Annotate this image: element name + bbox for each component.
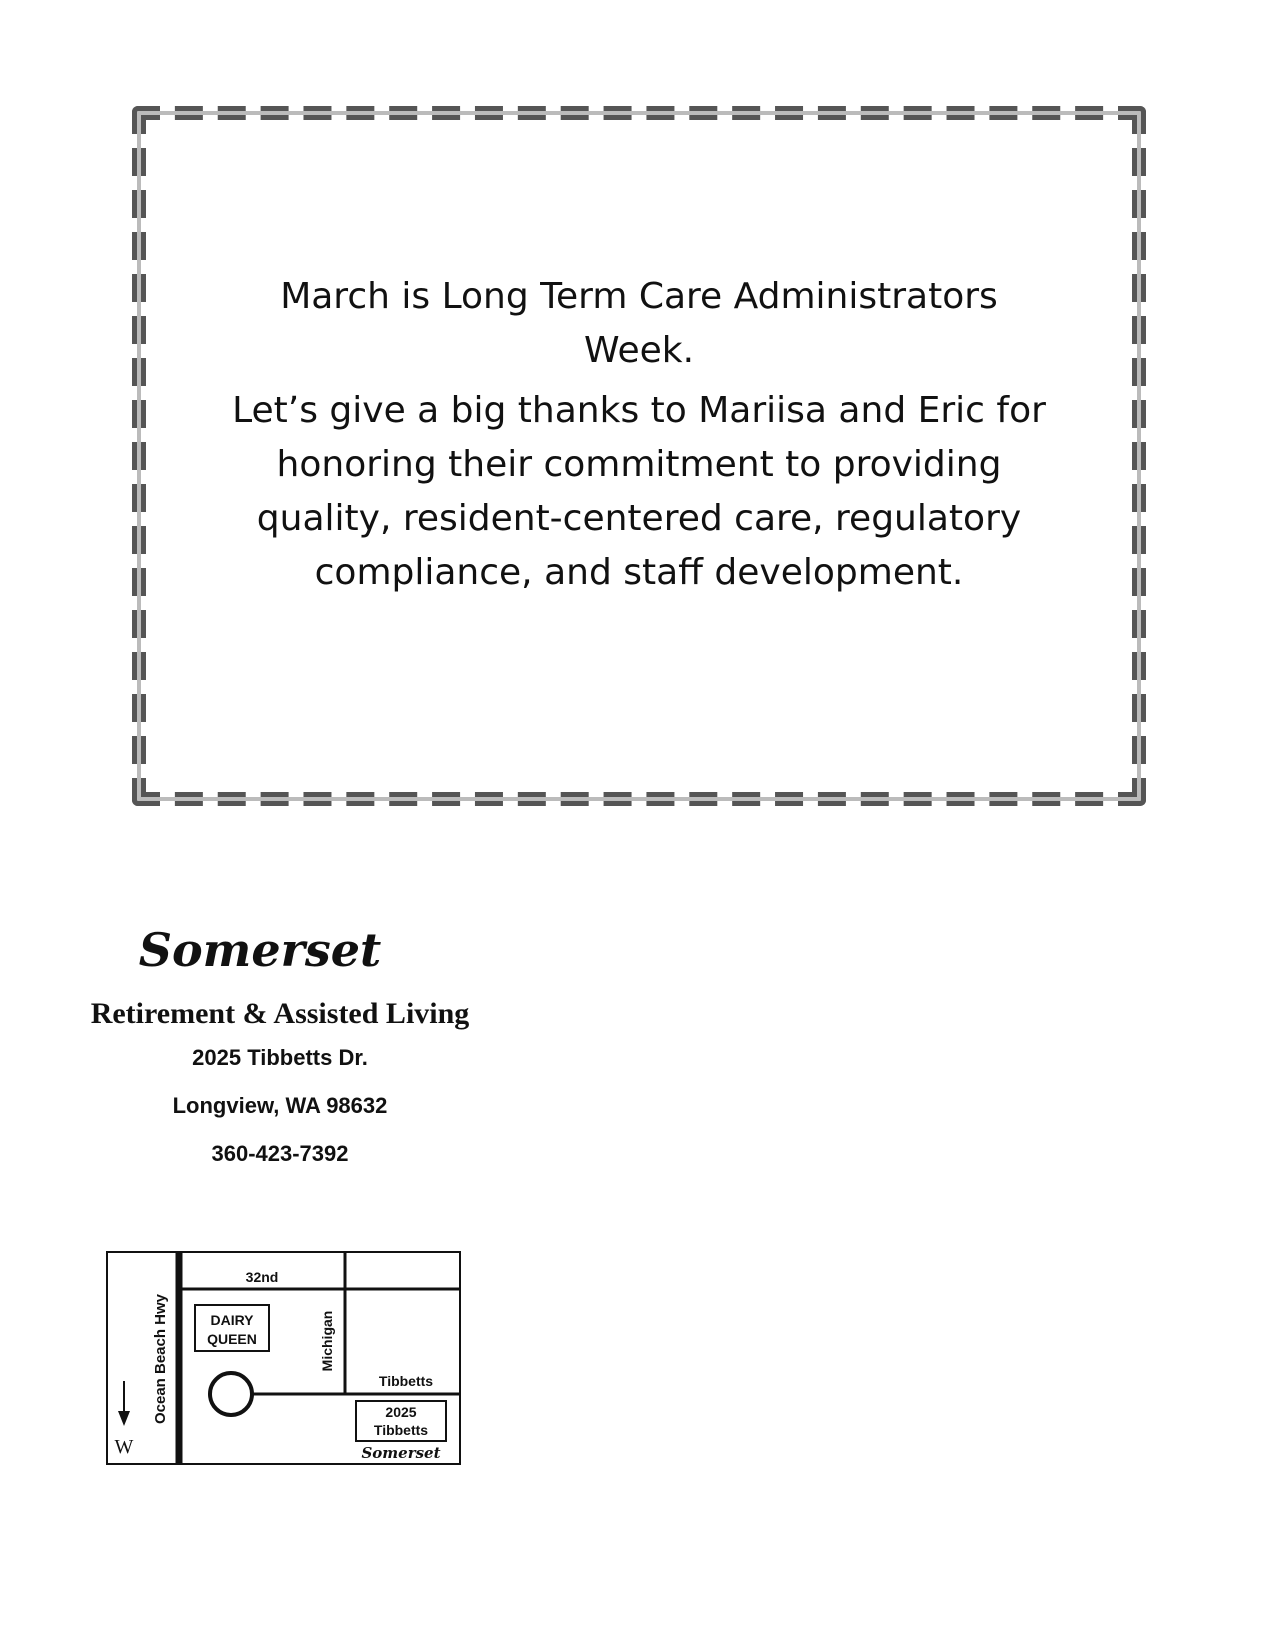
map-address-street: Tibbetts [373,1422,429,1438]
road-label-michigan: Michigan [319,1310,335,1372]
notice-headline: March is Long Term Care Administrators Week. [280,276,998,371]
dairy-queen-label-1: DAIRY [210,1312,254,1328]
road-label-tibbetts: Tibbetts [378,1373,434,1389]
city-state-zip: Longview, WA 98632 [172,1093,388,1118]
map-somerset-label: Somerset [361,1444,441,1462]
notice-border-frame [132,106,1146,806]
street-address: 2025 Tibbetts Dr. [192,1045,368,1070]
phone-number: 360-423-7392 [211,1141,349,1166]
notice-text [186,270,1092,600]
compass-west-label: W [114,1436,134,1458]
road-label-32nd: 32nd [245,1269,279,1285]
roundabout-icon [210,1373,252,1415]
notice-message: Let’s give a big thanks to Mariisa and Eric for honoring their commitment to providing quality, resident-centered care, regulatory compliance, and staff development. [232,390,1046,593]
facility-info [60,920,500,1178]
road-label-ocean-beach: Ocean Beach Hwy [152,1293,169,1425]
location-map [106,1251,461,1465]
dairy-queen-label-2: QUEEN [207,1331,257,1347]
brand-tagline: Retirement & Assisted Living [90,997,470,1030]
brand-logo-text: Somerset [138,923,382,977]
map-address-number: 2025 [385,1404,417,1420]
